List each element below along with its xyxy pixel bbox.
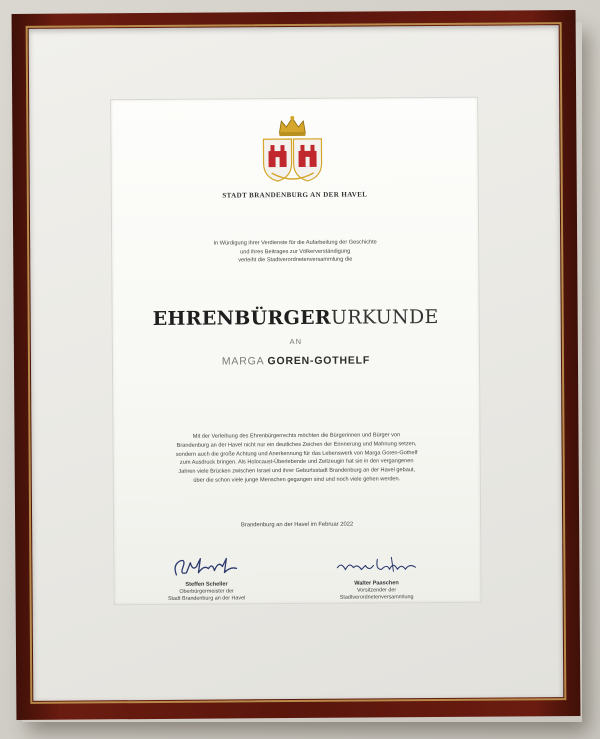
- body-line: zum Ausdruck bringen. Als Holocaust-Überlebende und Zeitzeugin hat sie in den vergangenen: [179, 458, 414, 467]
- signatory-role: Vorsitzender der: [356, 587, 397, 594]
- recipient-last-name: GOREN-GOTHELF: [267, 354, 371, 368]
- intro-text: [132, 238, 458, 266]
- picture-frame: [12, 10, 581, 720]
- signature-scheller-icon: [166, 554, 246, 581]
- recipient-first-name: MARGA: [221, 355, 264, 368]
- certificate-document: [111, 98, 481, 605]
- shield-left-icon: [263, 139, 291, 181]
- body-text: [135, 431, 457, 486]
- shield-right-icon: [293, 139, 321, 181]
- signatory-name: Walter Paaschen: [354, 580, 399, 587]
- place-and-date: Brandenburg an der Havel im Februar 2022: [241, 521, 354, 529]
- recipient-name: [113, 354, 479, 369]
- signature-paaschen-icon: [331, 553, 421, 580]
- title-light-part: URKUNDE: [330, 306, 439, 329]
- passepartout-mat: [29, 25, 564, 701]
- signatory-role: Stadt Brandenburg an der Havel: [167, 595, 246, 603]
- intro-line: In Würdigung ihrer Verdienste für die Aufarbeitung der Geschichte: [213, 239, 377, 247]
- signatory-role: Stadtverordnetenversammlung: [339, 594, 414, 602]
- signatory-name: Steffen Scheller: [185, 581, 228, 588]
- preposition-label: AN: [289, 336, 303, 347]
- crown-icon: [279, 116, 305, 136]
- body-line: Jahren viele Brücken zwischen Israel und ihrer Geburtsstadt Brandenburg an der Havel gebaut,: [178, 467, 416, 476]
- coat-of-arms-icon: [257, 113, 328, 185]
- body-line: Brandenburg an der Havel nicht nur ein deutliches Zeichen der Erinnerung und Mahnung setzen,: [176, 440, 417, 449]
- signatory-role: Oberbürgermeister der: [179, 588, 234, 595]
- certificate-title: [113, 306, 479, 331]
- title-bold-part: EHRENBÜRGER: [152, 306, 332, 330]
- intro-line: verleiht die Stadtverordnetenversammlung die: [238, 256, 353, 264]
- body-line: über die schon viele junge Menschen gegangen sind und noch viele gehen werden.: [193, 476, 401, 484]
- body-line: Mit der Verleihung des Ehrenbürgerrechts möchten die Bürgerinnen und Bürger von: [192, 432, 401, 440]
- intro-line: und ihres Beitrages zur Völkerverständigung: [240, 248, 351, 255]
- signature-block-chair: [296, 553, 456, 603]
- body-line: sondern auch die große Achtung und Anerkennung für das Lebenswerk von Marga Goren-Gothelf: [175, 449, 418, 458]
- city-heading: STADT BRANDENBURG AN DER HAVEL: [222, 190, 368, 200]
- signature-block-mayor: [126, 554, 286, 604]
